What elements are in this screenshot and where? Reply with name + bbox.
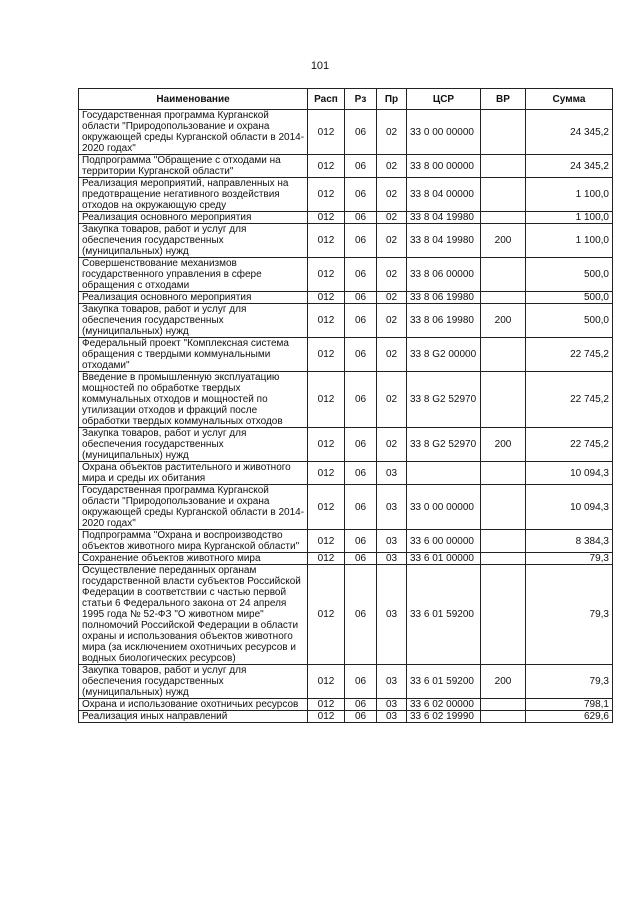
cell-vr <box>481 110 526 155</box>
table-row <box>79 428 613 462</box>
cell-rz: 06 <box>345 665 377 699</box>
cell-name: Закупка товаров, работ и услуг для обеспечения государственных (муниципальных) нужд <box>79 304 308 338</box>
cell-name: Реализация иных направлений <box>79 711 308 723</box>
table-row <box>79 665 613 699</box>
cell-name: Реализация основного мероприятия <box>79 212 308 224</box>
cell-rz: 06 <box>345 224 377 258</box>
cell-rz: 06 <box>345 292 377 304</box>
cell-rz: 06 <box>345 699 377 711</box>
cell-rz: 06 <box>345 530 377 553</box>
cell-name: Государственная программа Курганской области "Природопользование и охрана окружающей среды Курганской области в 2014-2020 годах" <box>79 110 308 155</box>
table-row <box>79 338 613 372</box>
cell-pr: 03 <box>377 699 407 711</box>
cell-rasp: 012 <box>308 304 345 338</box>
cell-pr: 03 <box>377 553 407 565</box>
cell-name: Охрана объектов растительного и животного мира и среды их обитания <box>79 462 308 485</box>
cell-rz: 06 <box>345 212 377 224</box>
cell-name: Закупка товаров, работ и услуг для обеспечения государственных (муниципальных) нужд <box>79 665 308 699</box>
cell-rz: 06 <box>345 110 377 155</box>
cell-name: Закупка товаров, работ и услуг для обеспечения государственных (муниципальных) нужд <box>79 428 308 462</box>
cell-csr: 33 8 06 19980 <box>407 304 481 338</box>
table-row <box>79 711 613 723</box>
header-name: Наименование <box>79 89 308 110</box>
cell-csr: 33 8 G2 52970 <box>407 428 481 462</box>
cell-pr: 02 <box>377 428 407 462</box>
cell-rasp: 012 <box>308 258 345 292</box>
table-row <box>79 110 613 155</box>
table-row <box>79 485 613 530</box>
table-row <box>79 565 613 665</box>
header-rasp: Расп <box>308 89 345 110</box>
cell-rasp: 012 <box>308 212 345 224</box>
cell-rasp: 012 <box>308 224 345 258</box>
cell-pr: 02 <box>377 110 407 155</box>
cell-csr: 33 6 01 59200 <box>407 665 481 699</box>
cell-vr <box>481 178 526 212</box>
header-rz: Рз <box>345 89 377 110</box>
cell-rasp: 012 <box>308 462 345 485</box>
table-row <box>79 372 613 428</box>
cell-vr <box>481 485 526 530</box>
cell-vr <box>481 258 526 292</box>
table-row <box>79 530 613 553</box>
cell-rasp: 012 <box>308 292 345 304</box>
cell-rasp: 012 <box>308 565 345 665</box>
cell-pr: 02 <box>377 372 407 428</box>
cell-rz: 06 <box>345 155 377 178</box>
cell-sum: 798,1 <box>526 699 613 711</box>
cell-rasp: 012 <box>308 530 345 553</box>
cell-rz: 06 <box>345 553 377 565</box>
cell-name: Реализация мероприятий, направленных на предотвращение негативного воздействия отходов на окружающую среду <box>79 178 308 212</box>
cell-pr: 02 <box>377 178 407 212</box>
table-row <box>79 258 613 292</box>
cell-name: Реализация основного мероприятия <box>79 292 308 304</box>
page-number: 101 <box>310 60 330 72</box>
cell-pr: 03 <box>377 665 407 699</box>
cell-pr: 02 <box>377 224 407 258</box>
table-row <box>79 699 613 711</box>
header-csr: ЦСР <box>407 89 481 110</box>
header-sum: Сумма <box>526 89 613 110</box>
cell-rasp: 012 <box>308 428 345 462</box>
cell-vr <box>481 699 526 711</box>
table-row <box>79 553 613 565</box>
cell-csr: 33 6 01 00000 <box>407 553 481 565</box>
cell-sum: 79,3 <box>526 665 613 699</box>
cell-name: Федеральный проект "Комплексная система обращения с твердыми коммунальными отходами" <box>79 338 308 372</box>
cell-sum: 500,0 <box>526 292 613 304</box>
cell-sum: 10 094,3 <box>526 462 613 485</box>
cell-csr: 33 8 06 19980 <box>407 292 481 304</box>
cell-rz: 06 <box>345 178 377 212</box>
cell-sum: 79,3 <box>526 553 613 565</box>
cell-pr: 03 <box>377 565 407 665</box>
cell-rz: 06 <box>345 462 377 485</box>
cell-vr <box>481 212 526 224</box>
cell-sum: 629,6 <box>526 711 613 723</box>
cell-vr: 200 <box>481 428 526 462</box>
table-row <box>79 212 613 224</box>
cell-csr: 33 8 04 00000 <box>407 178 481 212</box>
cell-vr <box>481 711 526 723</box>
cell-vr: 200 <box>481 224 526 258</box>
cell-csr: 33 6 02 00000 <box>407 699 481 711</box>
cell-rasp: 012 <box>308 485 345 530</box>
cell-pr: 02 <box>377 292 407 304</box>
cell-rz: 06 <box>345 428 377 462</box>
cell-rz: 06 <box>345 711 377 723</box>
cell-pr: 02 <box>377 155 407 178</box>
cell-vr <box>481 372 526 428</box>
cell-name: Государственная программа Курганской области "Природопользование и охрана окружающей среды Курганской области в 2014-2020 годах" <box>79 485 308 530</box>
cell-name: Введение в промышленную эксплуатацию мощностей по обработке твердых коммунальных отходов и мощностей по утилизации отходов и фракций после обработки твердых коммунальных отходов <box>79 372 308 428</box>
cell-sum: 1 100,0 <box>526 178 613 212</box>
cell-pr: 03 <box>377 485 407 530</box>
cell-vr: 200 <box>481 304 526 338</box>
cell-vr <box>481 462 526 485</box>
cell-rasp: 012 <box>308 178 345 212</box>
cell-pr: 02 <box>377 258 407 292</box>
table-row <box>79 224 613 258</box>
cell-sum: 24 345,2 <box>526 110 613 155</box>
cell-pr: 02 <box>377 338 407 372</box>
cell-csr: 33 0 00 00000 <box>407 485 481 530</box>
cell-pr: 03 <box>377 711 407 723</box>
cell-rasp: 012 <box>308 553 345 565</box>
cell-sum: 22 745,2 <box>526 372 613 428</box>
cell-csr: 33 8 G2 52970 <box>407 372 481 428</box>
cell-sum: 500,0 <box>526 304 613 338</box>
cell-pr: 02 <box>377 212 407 224</box>
table-row <box>79 462 613 485</box>
table-header-row <box>79 89 613 110</box>
header-pr: Пр <box>377 89 407 110</box>
cell-rasp: 012 <box>308 338 345 372</box>
table-row <box>79 178 613 212</box>
cell-rasp: 012 <box>308 699 345 711</box>
table-row <box>79 155 613 178</box>
cell-csr: 33 6 00 00000 <box>407 530 481 553</box>
cell-sum: 24 345,2 <box>526 155 613 178</box>
cell-name: Подпрограмма "Охрана и воспроизводство объектов животного мира Курганской области" <box>79 530 308 553</box>
cell-rasp: 012 <box>308 372 345 428</box>
cell-vr <box>481 553 526 565</box>
cell-sum: 8 384,3 <box>526 530 613 553</box>
cell-vr <box>481 530 526 553</box>
cell-rasp: 012 <box>308 665 345 699</box>
cell-name: Подпрограмма "Обращение с отходами на территории Курганской области" <box>79 155 308 178</box>
cell-vr: 200 <box>481 665 526 699</box>
cell-csr: 33 6 02 19990 <box>407 711 481 723</box>
table-row <box>79 292 613 304</box>
cell-pr: 03 <box>377 462 407 485</box>
cell-sum: 22 745,2 <box>526 428 613 462</box>
cell-sum: 1 100,0 <box>526 224 613 258</box>
cell-vr <box>481 292 526 304</box>
cell-name: Охрана и использование охотничьих ресурсов <box>79 699 308 711</box>
cell-name: Осуществление переданных органам государственной власти субъектов Российской Федерации в соответствии с частью первой статьи 6 Федерального закона от 24 апреля 1995 года № 52-ФЗ "О животном мире" полномочий Российской Федерации в области охраны и использования объектов животного мира (за исключением охотничьих ресурсов и водных биологических ресурсов) <box>79 565 308 665</box>
cell-sum: 10 094,3 <box>526 485 613 530</box>
cell-csr: 33 8 04 19980 <box>407 212 481 224</box>
cell-pr: 03 <box>377 530 407 553</box>
cell-vr <box>481 155 526 178</box>
cell-rz: 06 <box>345 338 377 372</box>
cell-csr: 33 8 04 19980 <box>407 224 481 258</box>
cell-rz: 06 <box>345 258 377 292</box>
budget-table <box>78 88 613 723</box>
cell-rz: 06 <box>345 372 377 428</box>
cell-sum: 22 745,2 <box>526 338 613 372</box>
table-row <box>79 304 613 338</box>
cell-csr: 33 8 G2 00000 <box>407 338 481 372</box>
cell-sum: 1 100,0 <box>526 212 613 224</box>
cell-rz: 06 <box>345 565 377 665</box>
cell-name: Сохранение объектов животного мира <box>79 553 308 565</box>
cell-rasp: 012 <box>308 155 345 178</box>
cell-name: Закупка товаров, работ и услуг для обеспечения государственных (муниципальных) нужд <box>79 224 308 258</box>
cell-rasp: 012 <box>308 711 345 723</box>
cell-vr <box>481 338 526 372</box>
header-vr: ВР <box>481 89 526 110</box>
cell-rz: 06 <box>345 485 377 530</box>
cell-vr <box>481 565 526 665</box>
cell-rz: 06 <box>345 304 377 338</box>
cell-csr <box>407 462 481 485</box>
cell-csr: 33 8 00 00000 <box>407 155 481 178</box>
cell-csr: 33 6 01 59200 <box>407 565 481 665</box>
cell-csr: 33 8 06 00000 <box>407 258 481 292</box>
cell-csr: 33 0 00 00000 <box>407 110 481 155</box>
cell-pr: 02 <box>377 304 407 338</box>
cell-rasp: 012 <box>308 110 345 155</box>
cell-sum: 79,3 <box>526 565 613 665</box>
cell-sum: 500,0 <box>526 258 613 292</box>
cell-name: Совершенствование механизмов государственного управления в сфере обращения с отходами <box>79 258 308 292</box>
